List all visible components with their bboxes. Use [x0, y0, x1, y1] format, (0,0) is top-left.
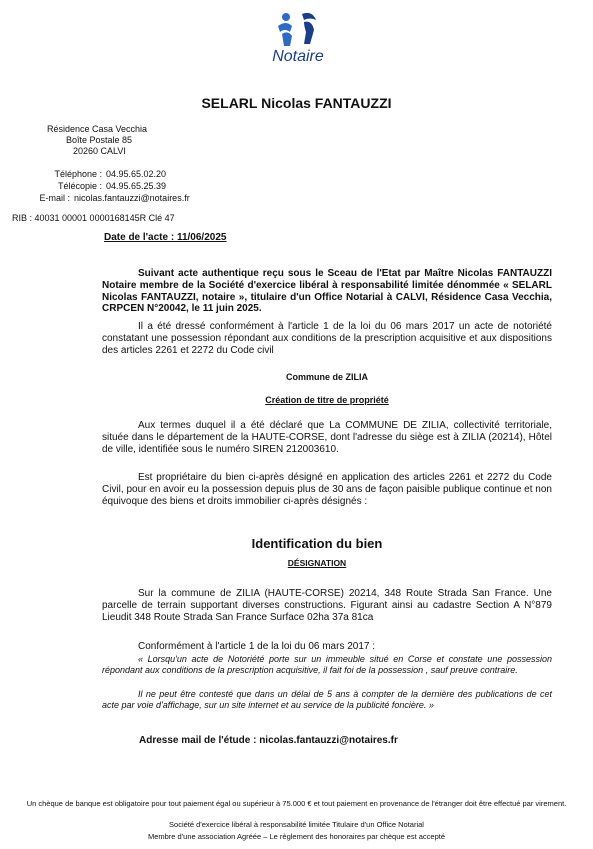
address-line: Boîte Postale 85	[66, 135, 133, 145]
quote-possession: « Lorsqu'un acte de Notoriété porte sur un immeuble situé en Corse et constate une possession répondant aux conditions de la prescription acquisitive, il fait foi de la possession , sauf preuve contraire.	[102, 654, 552, 676]
email-value: nicolas.fantauzzi@notaires.fr	[74, 193, 190, 203]
paragraph-act: Suivant acte authentique reçu sous le Sceau de l'Etat par Maître Nicolas FANTAUZZI Notaire membre de la Société d'exercice libéral à responsabilité limitée dénommée « SELARL Nicolas FANTAUZZI, notaire », titulaire d'un Office Notarial à CALVI, Résidence Casa Vecchia, CRPCEN N°20042, le 11 juin 2025.	[102, 268, 552, 315]
footer-association: Membre d'une association Agréée – Le règlement des honoraires par chèque est accepté	[147, 832, 446, 841]
rib-line: RIB : 40031 00001 0000168145R Clé 47	[12, 213, 175, 223]
address-line: Résidence Casa Vecchia	[47, 124, 148, 134]
notaire-logo	[258, 8, 338, 70]
fax-label: Télécopie :	[57, 181, 102, 191]
paragraph-ownership: Est propriétaire du bien ci-après désigné en application des articles 2261 et 2272 du Code Civil, pour en avoir eu la possession depuis plus de 30 ans de façon paisible publique continue et non équivoque des biens et droits immobilier ci-après désignés :	[102, 472, 552, 507]
logo-word: Notaire	[272, 48, 324, 65]
address-line: 20260 CALVI	[73, 146, 126, 156]
email-label: E-mail :	[39, 193, 70, 203]
footer-company-type: Société d'exercice libéral à responsabilité limitée Titulaire d'un Office Notarial	[169, 820, 424, 829]
paragraph-declaration: Aux termes duquel il a été déclaré que La COMMUNE DE ZILIA, collectivité territoriale, située dans le département de la HAUTE-CORSE, dont l'adresse du siège est à ZILIA (20214), Hôtel de ville, identifiée sous le numéro SIREN 212003610.	[102, 420, 552, 455]
creation-heading: Création de titre de propriété	[265, 395, 389, 405]
paragraph-property: Sur la commune de ZILIA (HAUTE-CORSE) 20214, 348 Route Strada San France. Une parcelle de terrain supportant diverses constructions. Figurant ainsi au cadastre Section A N°879 Lieudit 348 Route Strada San France Surface 02ha 37a 81ca	[102, 588, 552, 623]
designation-heading: DÉSIGNATION	[287, 558, 347, 568]
phone-label: Téléphone :	[54, 169, 102, 179]
identification-heading: Identification du bien	[251, 536, 383, 551]
commune-heading: Commune de ZILIA	[285, 372, 368, 382]
quote-contest: Il ne peut être contesté que dans un délai de 5 ans à compter de la dernière des publications de cet acte par voie d'affichage, sur un site internet et au service de la publicité foncière. »	[102, 689, 552, 711]
firm-name: SELARL Nicolas FANTAUZZI	[201, 95, 392, 111]
notaire-emblem-icon	[258, 8, 338, 50]
paragraph-law: Conformément à l'article 1 de la loi du 06 mars 2017 :	[138, 641, 376, 652]
act-date: Date de l'acte : 11/06/2025	[104, 232, 227, 243]
footer-payment-note: Un chèque de banque est obligatoire pour tout paiement égal ou supérieur à 75.000 € et tout paiement en provenance de l'étranger doit être effectué par virement.	[26, 799, 567, 808]
phone-value: 04.95.65.02.20	[106, 169, 167, 179]
fax-value: 04.95.65.25.39	[106, 181, 167, 191]
paragraph-notoriety: Il a été dressé conformément à l'article 1 de la loi du 06 mars 2017 un acte de notoriété constatant une possession répondant aux conditions de la prescription acquisitive et aux dispositions des articles 2261 et 2272 du Code civil	[102, 321, 552, 356]
office-email-line: Adresse mail de l'étude : nicolas.fantauzzi@notaires.fr	[139, 735, 398, 746]
